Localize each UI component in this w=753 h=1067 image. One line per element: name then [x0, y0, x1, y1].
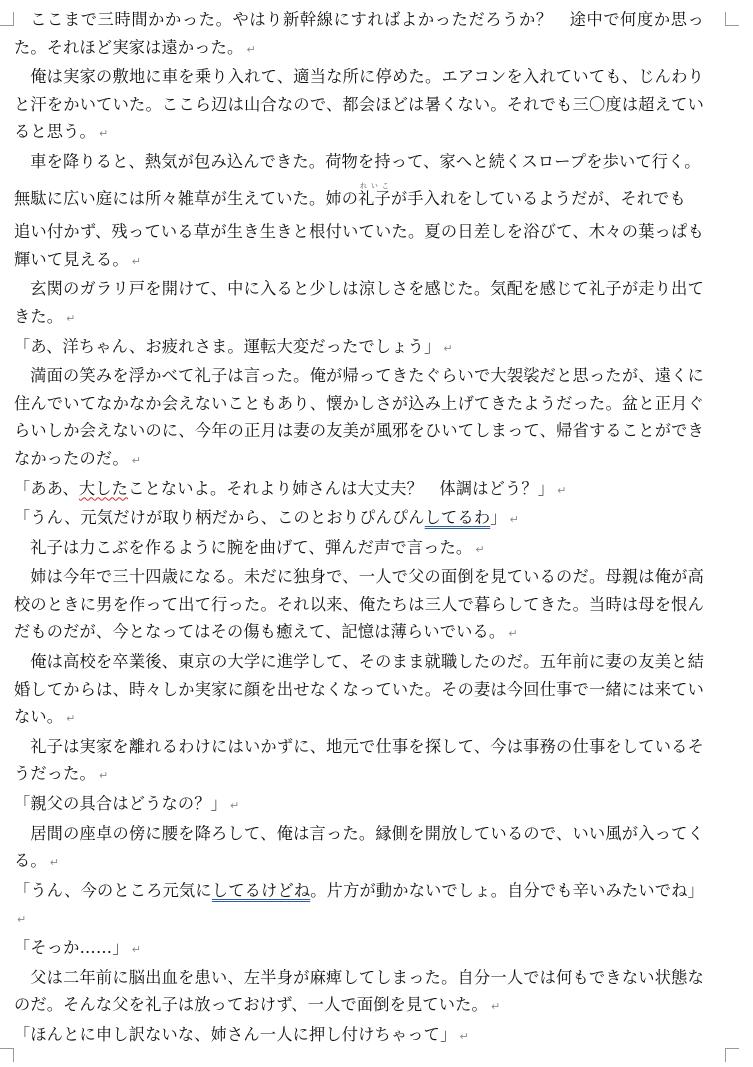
- document-body[interactable]: [14, 6, 704, 1050]
- paragraph-text: 追い付かず、残っている草が生き生きと根付いていた。夏の日差しを浴びて、木々の葉っぱも輝いて見える。: [14, 222, 704, 269]
- paragraph-mark-icon: ↵: [459, 1029, 469, 1043]
- paragraph-mark-icon: ↵: [131, 453, 142, 467]
- paragraph: [14, 648, 704, 733]
- paragraph-text: が手入れをしているようだが、それでも: [390, 188, 686, 208]
- paragraph-mark-icon: ↵: [475, 542, 485, 556]
- paragraph-text: ここまで三時間かかった。やはり新幹線にすればよかっただろうか？ 途中で何度か思った。それほど実家は遠かった。: [14, 10, 704, 57]
- dialogue-line: [14, 333, 704, 363]
- paragraph-text: 満面の笑みを浮かべて礼子は言った。俺が帰ってきたぐらいで大袈裟だと思ったが、遠くに住んでいてなかなか会えないこともあり、懐かしさが込み上げてきたようだった。盆と正月ぐらいしか会えないのに、今年の正月は妻の友美が風邪をひいてしまって、帰省することができなかったのだ。: [14, 366, 704, 468]
- paragraph: [14, 362, 704, 474]
- paragraph-text: 。片方が動かないでしょ。自分でも辛いみたいでね」: [310, 880, 704, 900]
- dialogue-line: [14, 877, 704, 934]
- paragraph: [14, 733, 704, 790]
- paragraph: [14, 275, 704, 332]
- grammar-flag[interactable]: してるわ: [424, 508, 491, 528]
- paragraph-text: 俺は高校を卒業後、東京の大学に進学して、そのまま就職したのだ。五年前に妻の友美と結婚してからは、時々しか実家に顔を出せなくなっていた。その妻は今回仕事で一緒には来ていない。: [14, 652, 704, 727]
- paragraph: [14, 563, 704, 648]
- paragraph-mark-icon: ↵: [66, 311, 76, 325]
- paragraph-text: 居間の座卓の傍に腰を降ろして、俺は言った。縁側を開放しているので、いい風が入ってくる。: [14, 823, 704, 871]
- paragraph: [14, 534, 704, 564]
- paragraph-text: 「あ、洋ちゃん、お疲れさま。運転大変だったでしょう」: [14, 336, 441, 356]
- paragraph-text: 「うん、元気だけが取り柄だから、このとおりぴんぴん: [14, 508, 425, 528]
- page-corner-mark-bottom-left: [0, 1048, 14, 1062]
- paragraph-mark-icon: ↵: [490, 1000, 501, 1014]
- paragraph: [14, 6, 704, 63]
- paragraph-mark-icon: ↵: [131, 943, 142, 956]
- paragraph-text: 「そっか……」: [14, 938, 129, 957]
- paragraph-mark-icon: ↵: [66, 712, 76, 726]
- dialogue-line: [14, 1021, 704, 1051]
- paragraph-mark-icon: ↵: [508, 627, 518, 641]
- paragraph-text: 「ああ、: [14, 478, 79, 498]
- paragraph-mark-icon: ↵: [509, 513, 520, 527]
- paragraph-mark-icon: ↵: [131, 254, 142, 268]
- paragraph-mark-icon: ↵: [98, 769, 109, 783]
- grammar-flag[interactable]: してるけどね: [211, 880, 311, 900]
- paragraph-text: 「うん、今のところ元気に: [14, 880, 212, 900]
- ruby-reading: れいこ: [358, 181, 391, 190]
- paragraph-mark-icon: ↵: [49, 856, 60, 870]
- paragraph: [14, 964, 704, 1021]
- paragraph-text: 俺は実家の敷地に車を乗り入れて、適当な所に停めた。エアコンを入れていても、じんわりと汗をかいていた。ここら辺は山合なので、都会ほどは暑くない。それでも三〇度は超えていると思う。: [14, 67, 704, 142]
- page-corner-mark-top-right: [725, 12, 739, 26]
- paragraph-text: 父は二年前に脳出血を患い、左半身が麻痺してしまった。自分一人では何もできない状態なのだ。そんな父を礼子は放っておけず、一人で面倒を見ていた。: [14, 967, 704, 1015]
- dialogue-line: [14, 790, 704, 820]
- paragraph-mark-icon: ↵: [443, 341, 453, 355]
- paragraph-mark-icon: ↵: [17, 913, 27, 927]
- paragraph-text: 車を降りると、熱気が包み込んできた。荷物を持って、家へと続くスロープを歩いて行く。: [30, 151, 701, 171]
- dialogue-line: [14, 475, 704, 505]
- ruby-name: [358, 181, 391, 208]
- paragraph-mark-icon: ↵: [246, 42, 256, 56]
- spelling-flag[interactable]: 大した: [78, 478, 129, 498]
- paragraph: [14, 182, 704, 213]
- paragraph-text: ことないよ。それより姉さんは大丈夫？ 体調はどう？」: [128, 478, 555, 498]
- dialogue-line: [14, 504, 704, 534]
- paragraph: [14, 218, 704, 275]
- paragraph-mark-icon: ↵: [230, 799, 240, 813]
- paragraph: [14, 63, 704, 148]
- paragraph-text: 「ほんとに申し訳ないな、姉さん一人に押し付けちゃって」: [14, 1024, 457, 1044]
- paragraph-text: 礼子は力こぶを作るように腕を曲げて、弾んだ声で言った。: [30, 537, 473, 557]
- page-corner-mark-bottom-right: [725, 1048, 739, 1062]
- paragraph: [14, 820, 704, 877]
- paragraph-text: 」: [490, 508, 507, 528]
- paragraph-text: 姉は今年で三十四歳になる。未だに独身で、一人で父の面倒を見ているのだ。母親は俺が高校のときに男を作って出て行った。それ以来、俺たちは三人で暮らしてきた。当時は母を恨んだものだが、今となってはその傷も癒えて、記憶は薄らいでいる。: [14, 567, 704, 642]
- paragraph-text: 礼子は実家を離れるわけにはいかずに、地元で仕事を探して、今は事務の仕事をしているそうだった。: [14, 736, 704, 784]
- paragraph-text: 無駄に広い庭には所々雑草が生えていた。姉の: [14, 188, 359, 208]
- paragraph-mark-icon: ↵: [98, 127, 109, 141]
- paragraph-text: 玄関のガラリ戸を開けて、中に入ると少しは涼しさを感じた。気配を感じて礼子が走り出てきた。: [14, 279, 704, 326]
- paragraph-text: 「親父の具合はどうなの？」: [14, 794, 228, 814]
- ruby-base: 礼子: [358, 188, 391, 208]
- page-corner-mark-top-left: [0, 12, 14, 26]
- paragraph: [14, 148, 704, 176]
- dialogue-line: [14, 934, 704, 964]
- paragraph-mark-icon: ↵: [557, 483, 567, 497]
